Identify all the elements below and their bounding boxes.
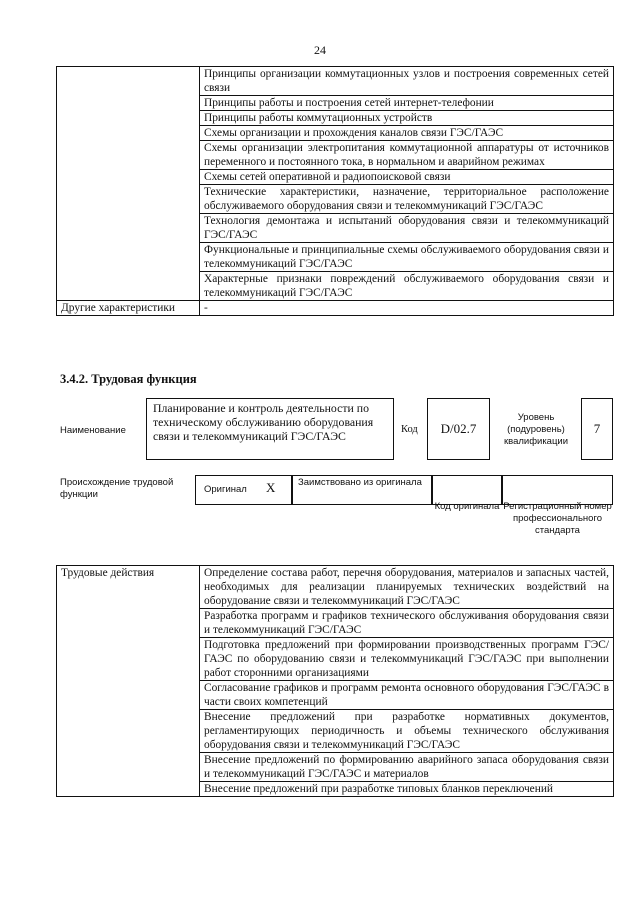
table-cell: Технология демонтажа и испытаний оборудования связи и телекоммуникаций ГЭС/ГАЭС	[200, 214, 614, 243]
code-original-label: Код оригинала	[434, 501, 500, 512]
function-code-box: D/02.7	[427, 398, 490, 460]
table-cell: Внесение предложений при разработке нормативных документов, регламентирующих периодичность и объемы технического обслуживания оборудования связи и телекоммуникаций ГЭС/ГАЭС	[200, 710, 614, 753]
table-cell: Технические характеристики, назначение, территориальное расположение обслуживаемого оборудования связи и телекоммуникаций ГЭС/ГАЭС	[200, 185, 614, 214]
original-cell	[195, 475, 292, 505]
table-cell: Схемы сетей оперативной и радиопоисковой связи	[200, 170, 614, 185]
borrowed-cell: Заимствовано из оригинала	[292, 475, 432, 505]
table-cell: Принципы работы коммутационных устройств	[200, 111, 614, 126]
table-cell: Характерные признаки повреждений обслуживаемого оборудования связи и телекоммуникаций ГЭС/ГАЭС	[200, 272, 614, 301]
page-number: 24	[314, 43, 326, 57]
table-cell: Внесение предложений по формированию аварийного запаса оборудования связи и телекоммуникаций ГЭС/ГАЭС и материалов	[200, 753, 614, 782]
original-mark: X	[266, 480, 276, 495]
table-cell: Подготовка предложений при формировании производственных программ ГЭС/ГАЭС по оборудованию связи и телекоммуникаций ГЭС/ГАЭС при выполнении работ сторонними организациями	[200, 638, 614, 681]
table-cell: Схемы организации и прохождения каналов связи ГЭС/ГАЭС	[200, 126, 614, 141]
section-heading: 3.4.2. Трудовая функция	[60, 372, 197, 386]
table-cell: Разработка программ и графиков технического обслуживания оборудования связи и телекоммуникаций ГЭС/ГАЭС	[200, 609, 614, 638]
level-value-box: 7	[581, 398, 613, 460]
labor-actions-table	[56, 565, 614, 797]
name-label: Наименование	[60, 425, 126, 436]
table-cell: Внесение предложений при разработке типовых бланков переключений	[200, 782, 614, 797]
original-label: Оригинал	[204, 484, 247, 495]
table-row	[57, 566, 614, 609]
table-cell: Схемы организации электропитания коммутационной аппаратуры от источников переменного и постоянного тока, в нормальном и аварийном режимах	[200, 141, 614, 170]
table-cell: Принципы организации коммутационных узлов и построения современных сетей связи	[200, 67, 614, 96]
labor-actions-label: Трудовые действия	[57, 566, 200, 797]
code-label: Код	[401, 424, 418, 435]
table-cell: Согласование графиков и программ ремонта основного оборудования ГЭС/ГАЭС в части своих компетенций	[200, 681, 614, 710]
table-cell: Определение состава работ, перечня оборудования, материалов и запасных частей, необходимых для реализации планируемых технических воздействий на оборудование связи и телекоммуникаций ГЭС/ГАЭС	[200, 566, 614, 609]
origin-label: Происхождение трудовой функции	[60, 477, 174, 500]
level-label: Уровень (подуровень) квалификации	[503, 412, 569, 447]
table-cell-left	[57, 67, 200, 301]
table-cell: Принципы работы и построения сетей интернет-телефонии	[200, 96, 614, 111]
other-characteristics-label: Другие характеристики	[57, 301, 200, 316]
table-cell: Функциональные и принципиальные схемы обслуживаемого оборудования связи и телекоммуникаций ГЭС/ГАЭС	[200, 243, 614, 272]
table-row	[57, 301, 614, 316]
table-row	[57, 67, 614, 96]
reg-number-label: Регистрационный номер профессионального стандарта	[503, 501, 612, 536]
function-name-box: Планирование и контроль деятельности по техническому обслуживанию оборудования связи и телекоммуникаций ГЭС/ГАЭС	[146, 398, 394, 460]
other-characteristics-value: -	[200, 301, 614, 316]
knowledge-table	[56, 66, 614, 316]
